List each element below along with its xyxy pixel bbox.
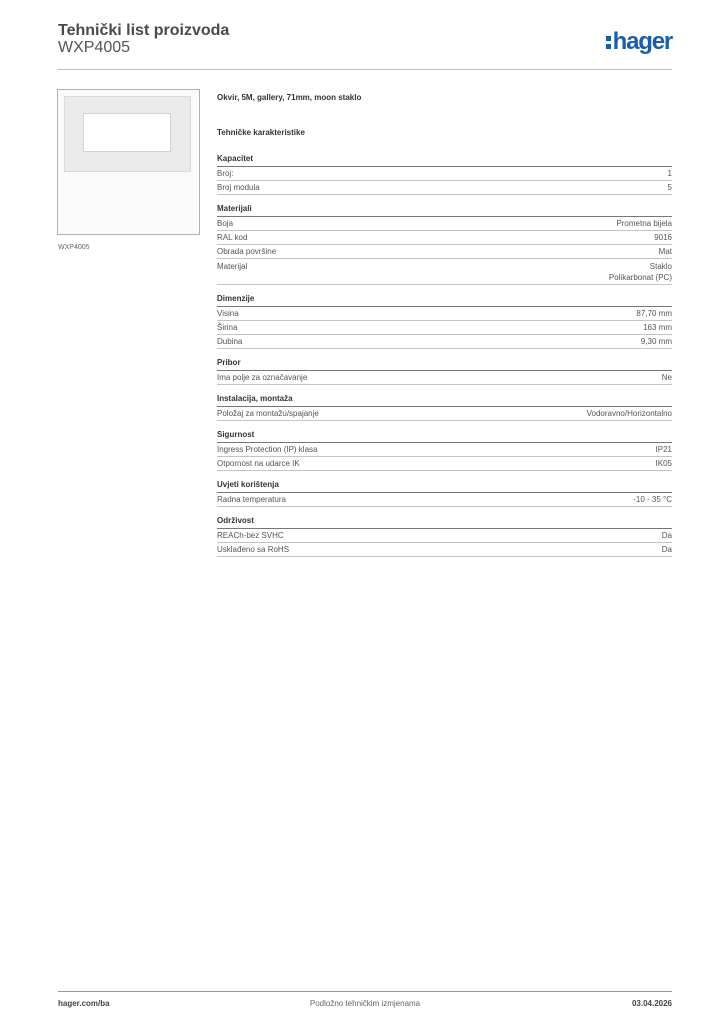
spec-value: Ne [661, 373, 672, 382]
page-header [58, 22, 672, 70]
hager-logo [606, 27, 672, 57]
product-description: Okvir, 5M, gallery, 71mm, moon staklo [217, 93, 362, 102]
frame-opening [83, 113, 171, 152]
logo-text: hager [612, 28, 672, 55]
spec-row [217, 371, 672, 385]
footer-website: hager.com/ba [58, 999, 110, 1008]
page-footer [58, 991, 672, 1013]
spec-section [217, 357, 672, 385]
footer-date: 03.04.2026 [631, 999, 672, 1008]
section-title: Dimenzije [217, 293, 672, 307]
spec-label: Visina [217, 309, 239, 318]
spec-value: Da [661, 545, 672, 554]
spec-label: Obrada površine [217, 247, 277, 256]
spec-label: Broj: [217, 169, 234, 178]
spec-row [217, 231, 672, 245]
section-title: Materijali [217, 203, 672, 217]
spec-label: Boja [217, 219, 234, 228]
spec-row [217, 217, 672, 231]
spec-label: REACh-bez SVHC [217, 531, 284, 540]
spec-label: Otpornost na udarce IK [217, 459, 300, 468]
document-title: Tehnički list proizvoda [58, 22, 230, 39]
product-image [57, 89, 200, 235]
spec-row [217, 543, 672, 557]
spec-section [217, 515, 672, 557]
spec-value: 1 [667, 169, 672, 178]
spec-value: 163 mm [643, 323, 672, 332]
spec-section [217, 203, 672, 285]
spec-row [217, 245, 672, 259]
section-title: Održivost [217, 515, 672, 529]
spec-row [217, 335, 672, 349]
logo-colon-icon [606, 31, 611, 53]
spec-label: Dubina [217, 337, 243, 346]
spec-value: 87,70 mm [636, 309, 672, 318]
spec-row [217, 321, 672, 335]
spec-label: Širina [217, 323, 238, 332]
spec-label: Materijal [217, 262, 248, 271]
spec-sections [217, 153, 672, 557]
spec-row [217, 443, 672, 457]
spec-row [217, 493, 672, 507]
spec-value: IP21 [655, 445, 672, 454]
spec-row [217, 181, 672, 195]
section-title: Instalacija, montaža [217, 393, 672, 407]
spec-row [217, 457, 672, 471]
spec-value-line: Staklo [649, 262, 672, 271]
section-title: Uvjeti korištenja [217, 479, 672, 493]
spec-value: 9016 [654, 233, 672, 242]
specifications [217, 93, 672, 565]
spec-value [609, 261, 672, 283]
product-code: WXP4005 [58, 39, 131, 56]
spec-section [217, 429, 672, 471]
spec-value-line: Polikarbonat (PC) [608, 273, 672, 282]
technical-characteristics-heading: Tehničke karakteristike [217, 128, 305, 137]
spec-label: Usklađeno sa RoHS [217, 545, 290, 554]
spec-section [217, 479, 672, 507]
spec-value: IK05 [655, 459, 672, 468]
footer-note: Podložno tehničkim izmjenama [309, 999, 421, 1008]
spec-label: Položaj za montažu/spajanje [217, 409, 319, 418]
spec-value: 5 [667, 183, 672, 192]
spec-value: Prometna bijela [616, 219, 672, 228]
spec-value: -10 - 35 °C [633, 495, 672, 504]
spec-value: Mat [658, 247, 672, 256]
section-title: Pribor [217, 357, 672, 371]
section-title: Sigurnost [217, 429, 672, 443]
spec-section [217, 153, 672, 195]
spec-value: 9,30 mm [640, 337, 672, 346]
spec-row [217, 167, 672, 181]
frame-illustration [64, 96, 191, 172]
spec-row [217, 259, 672, 285]
spec-value: Vodoravno/Horizontalno [586, 409, 672, 418]
spec-row [217, 307, 672, 321]
spec-label: Ima polje za označavanje [217, 373, 308, 382]
product-image-caption: WXP4005 [58, 244, 90, 251]
spec-section [217, 293, 672, 349]
spec-label: Radna temperatura [217, 495, 286, 504]
spec-value: Da [661, 531, 672, 540]
spec-row [217, 407, 672, 421]
spec-section [217, 393, 672, 421]
section-title: Kapacitet [217, 153, 672, 167]
spec-label: RAL kod [217, 233, 248, 242]
spec-row [217, 529, 672, 543]
spec-label: Broj modula [217, 183, 260, 192]
spec-label: Ingress Protection (IP) klasa [217, 445, 318, 454]
